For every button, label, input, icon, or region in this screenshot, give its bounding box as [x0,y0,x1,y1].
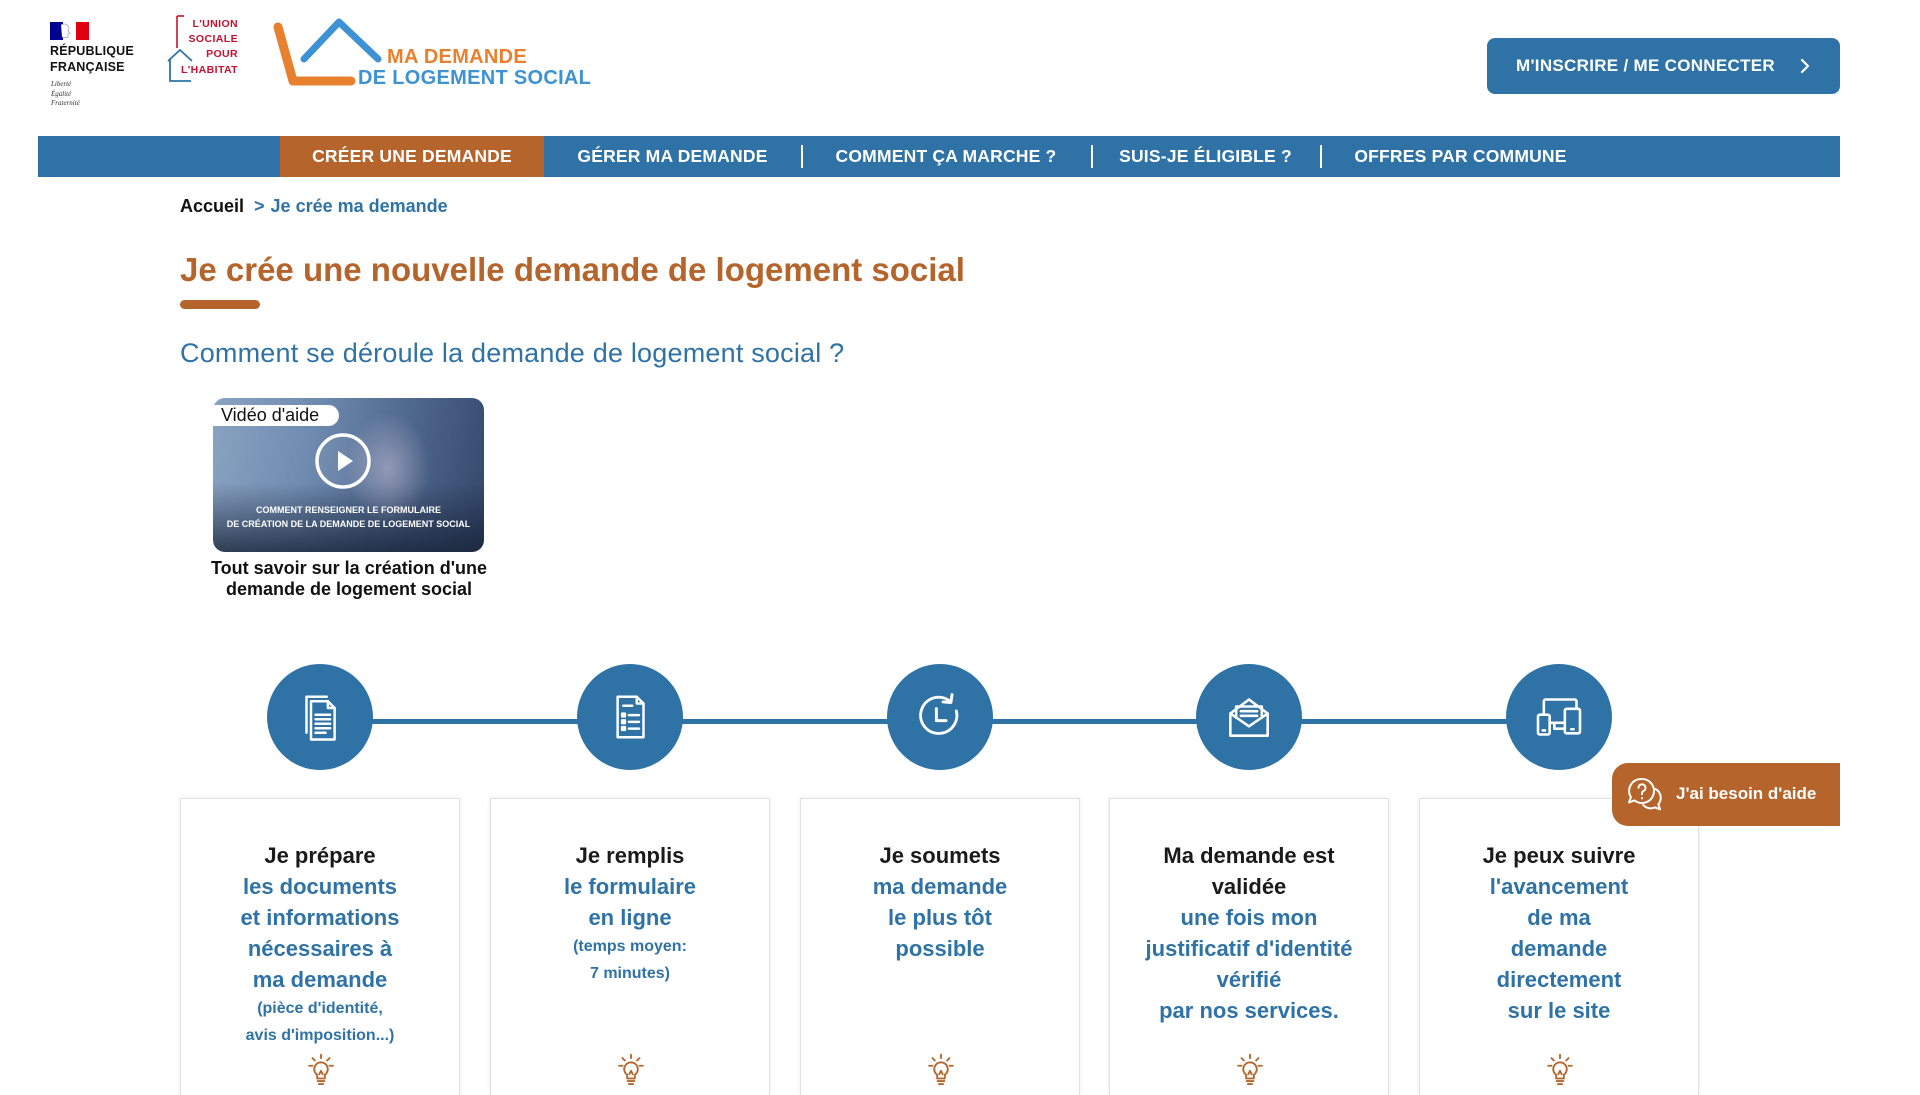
help-button-label: J'ai besoin d'aide [1676,784,1817,803]
step-circle-soumets [887,664,993,770]
nav-item-gerer-demande[interactable] [544,136,801,177]
step-highlight-line: le plus tôt [888,905,992,930]
nav-item-offres-par-commune[interactable] [1320,136,1601,177]
step-highlight-line: ma demande [252,967,388,992]
video-caption-line: Tout savoir sur la création d'une [210,558,487,578]
rf-motto-line: Fraternité [51,98,80,107]
breadcrumb-home-link[interactable]: Accueil [180,196,245,216]
site-logo-line: MA DEMANDE [387,46,528,68]
video-badge: Vidéo d'aide [213,405,339,426]
site-logo-line: DE LOGEMENT SOCIAL [358,67,592,89]
step-highlight-line: par nos services. [1159,998,1339,1023]
nav-item-label: GÉRER MA DEMANDE [577,146,768,166]
step-card-validee [1109,798,1389,1095]
step-note-line: (temps moyen: [573,938,687,955]
step-highlight-line: et informations [240,905,400,930]
step-highlight-line: les documents [242,874,398,899]
breadcrumb [180,195,448,217]
nav-item-label: OFFRES PAR COMMUNE [1354,146,1567,166]
help-button[interactable] [1612,763,1840,826]
step-title: Ma demande est [1163,843,1335,868]
union-logo-line: SOCIALE [188,32,238,45]
union-logo-line: POUR [206,47,238,60]
union-sociale-habitat-logo [167,15,239,87]
step-highlight-line: l'avancement [1489,874,1629,899]
video-thumb-text: DE CRÉATION DE LA DEMANDE DE LOGEMENT SOCIAL [226,519,471,529]
nav-item-suis-je-eligible[interactable] [1091,136,1320,177]
step-card-remplis [490,798,770,1095]
step-highlight-line: une fois mon [1180,905,1318,930]
step-card-prepare [180,798,460,1095]
step-card-suivre [1419,798,1699,1095]
step-highlight-line: sur le site [1507,998,1611,1023]
republique-francaise-logo [50,22,145,112]
step-title: Je soumets [879,843,1001,868]
step-note-line: avis d'imposition...) [245,1027,395,1044]
nav-separator [801,145,803,168]
step-highlight-line: directement [1496,967,1622,992]
play-icon[interactable] [313,431,373,491]
step-highlight-line: ma demande [872,874,1008,899]
rf-logo-line: FRANÇAISE [50,60,125,74]
nav-item-comment-ca-marche[interactable] [801,136,1091,177]
clock-refresh-icon [911,688,969,746]
video-caption-line: demande de logement social [225,579,473,599]
step-title: Je peux suivre [1482,843,1636,868]
step-card-soumets [800,798,1080,1095]
site-logo[interactable] [270,15,600,93]
union-logo-line: L'UNION [192,17,238,30]
login-button-label: M'INSCRIRE / ME CONNECTER [1516,56,1775,75]
rf-logo-line: RÉPUBLIQUE [50,44,134,58]
step-highlight-line: demande [1510,936,1608,961]
rf-motto-line: Égalité [51,89,72,98]
envelope-letter-icon [1221,689,1277,745]
step-circle-validee [1196,664,1302,770]
step-circle-prepare [267,664,373,770]
page-title: Je crée une nouvelle demande de logement social [180,251,965,288]
breadcrumb-current: Je crée ma demande [270,196,448,216]
step-highlight-line: justificatif d'identité [1145,936,1353,961]
breadcrumb-separator: > [254,196,265,216]
rf-motto-line: Liberté [51,79,72,88]
nav-separator [1091,145,1093,168]
lightbulb-icon [1546,1053,1574,1087]
step-highlight-line: le formulaire [563,874,697,899]
form-list-icon [603,690,657,744]
step-highlight-line: possible [895,936,985,961]
union-logo-line: L'HABITAT [180,63,238,76]
main-nav [38,136,1840,177]
step-highlight-line: en ligne [588,905,672,930]
step-circle-suivre [1506,664,1612,770]
login-register-button[interactable] [1487,38,1840,94]
step-title: Je prépare [264,843,376,868]
step-highlight-line: de ma [1527,905,1591,930]
nav-item-creer-demande[interactable] [280,136,544,177]
marianne-flag-icon [50,22,89,40]
page-subtitle: Comment se déroule la demande de logement social ? [180,338,845,368]
step-title: validée [1211,874,1287,899]
video-thumb-text: COMMENT RENSEIGNER LE FORMULAIRE [255,505,441,515]
nav-item-label: CRÉER UNE DEMANDE [312,146,512,166]
help-video-thumbnail[interactable] [213,398,484,552]
nav-items [280,136,1601,177]
title-underline [180,300,260,309]
chevron-right-icon [1800,58,1810,74]
lightbulb-icon [307,1053,335,1087]
step-title: Je remplis [575,843,685,868]
step-note-line: 7 minutes) [589,965,670,982]
lightbulb-icon [927,1053,955,1087]
step-highlight-line: vérifié [1216,967,1282,992]
nav-item-label: COMMENT ÇA MARCHE ? [835,146,1057,166]
video-caption [181,558,517,600]
step-circle-remplis [577,664,683,770]
lightbulb-icon [1236,1053,1264,1087]
step-highlight-line: nécessaires à [247,936,393,961]
help-chat-icon [1625,775,1665,815]
devices-icon [1531,689,1587,745]
nav-item-label: SUIS-JE ÉLIGIBLE ? [1119,146,1292,166]
step-note-line: (pièce d'identité, [257,1000,383,1017]
lightbulb-icon [617,1053,645,1087]
nav-separator [1320,145,1322,168]
documents-icon [293,690,347,744]
